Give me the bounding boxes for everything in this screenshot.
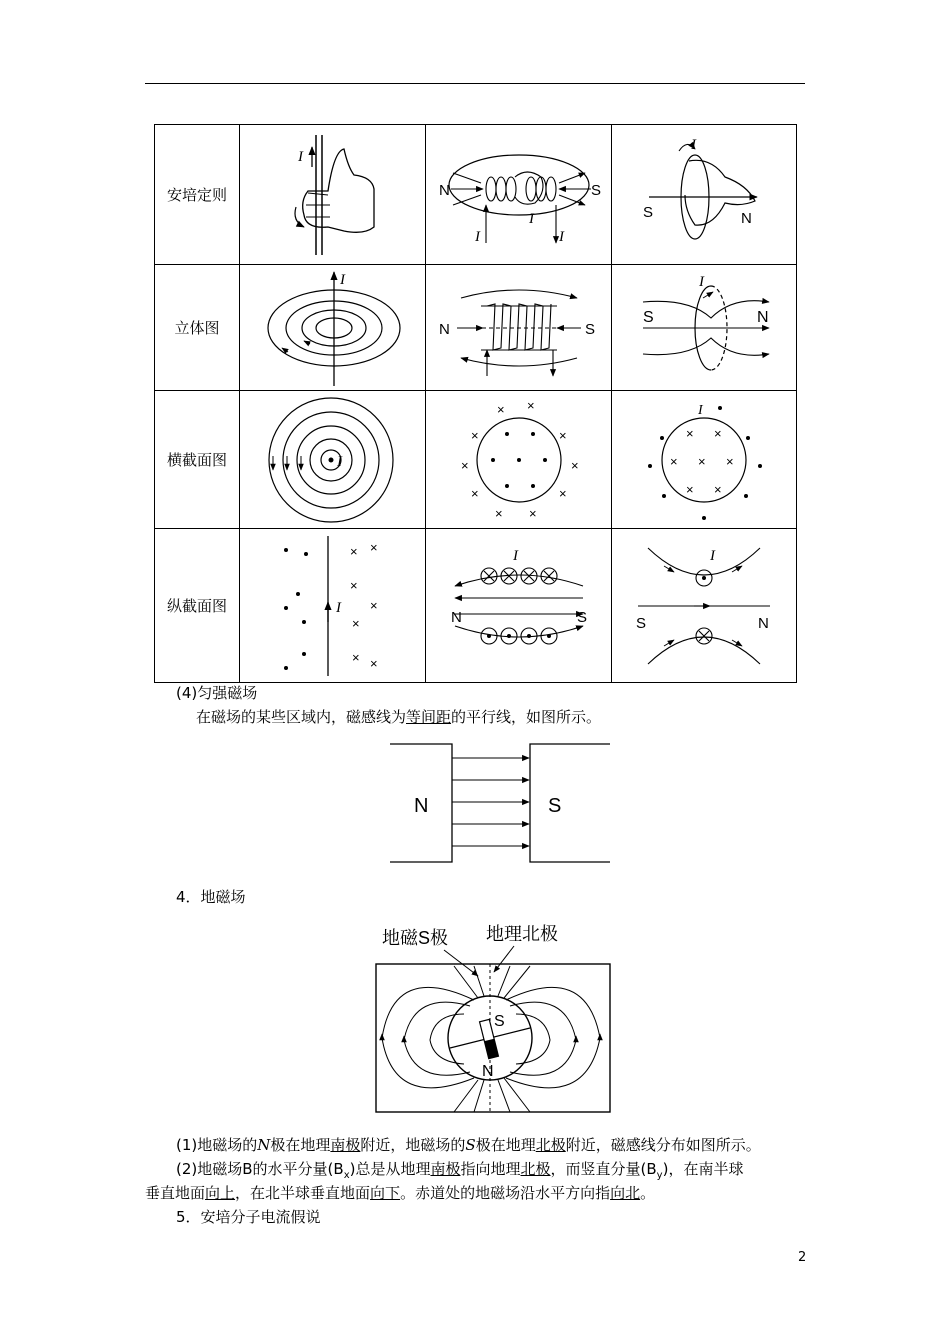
ring-current-cross-section-figure [612,391,797,529]
uniform-field-text: 在磁场的某些区域内，磁感线为等间距的平行线，如图所示。 [196,708,602,726]
svg-text:×: × [470,427,479,443]
svg-text:×: × [369,655,378,671]
header-rule [145,83,805,84]
svg-text:×: × [558,485,567,501]
svg-text:N: N [438,320,450,338]
svg-text:I: I [297,148,303,165]
svg-text:I: I [691,136,696,153]
geomagnetic-heading: 4．地磁场 [176,888,246,906]
svg-text:S: S [494,1013,505,1030]
solenoid-longitudinal-figure [426,529,612,683]
svg-text:S: S [584,320,595,338]
table-row [155,529,797,683]
svg-text:I: I [474,228,480,245]
geomagnetic-paragraph-1: (1)地磁场的N极在地理南极附近，地磁场的S极在地理北极附近，磁感线分布如图所示。 [176,1136,761,1154]
svg-text:I: I [336,453,342,470]
svg-text:I: I [335,599,341,616]
svg-text:×: × [714,481,722,497]
svg-text:×: × [351,649,360,665]
table-row [155,125,797,265]
svg-text:S: S [636,614,647,632]
svg-text:地磁S极: 地磁S极 [382,928,449,948]
geomagnetic-field-figure [374,910,614,1116]
svg-text:×: × [349,543,358,559]
straight-wire-3d-figure [240,265,426,391]
svg-text:I: I [558,228,564,245]
uniform-field-heading: (4)匀强磁场 [176,684,258,702]
svg-text:S: S [548,795,562,817]
svg-text:I: I [698,402,703,418]
svg-text:N: N [414,795,429,817]
svg-text:S: S [576,608,587,626]
svg-text:×: × [349,577,358,593]
svg-text:×: × [714,425,722,441]
svg-text:×: × [460,457,469,473]
solenoid-hand-figure [426,125,612,265]
svg-text:N: N [482,1063,494,1080]
ring-current-hand-figure [612,125,797,265]
geomagnetic-paragraph-2-line-1: (2)地磁场B的水平分量$(B_x)$总是从地理南极指向地理北极，而竖直分量$(B_y)$，在南半球 [176,1160,744,1181]
svg-text:N: N [741,209,752,227]
svg-text:×: × [698,453,706,469]
row-label: 安培定则 [155,125,240,265]
svg-text:×: × [494,505,503,521]
table-row [155,265,797,391]
svg-text:S: S [643,203,654,221]
svg-text:×: × [558,427,567,443]
svg-text:N: N [758,614,769,632]
svg-text:×: × [470,485,479,501]
row-label: 横截面图 [155,391,240,529]
svg-text:×: × [570,457,579,473]
svg-text:×: × [528,505,537,521]
svg-text:I: I [710,547,715,564]
solenoid-cross-section-figure [426,391,612,529]
svg-text:×: × [726,453,734,469]
svg-text:N: N [438,181,450,199]
row-label: 立体图 [155,265,240,391]
svg-text:×: × [686,425,694,441]
ring-current-3d-figure [612,265,797,391]
ampere-rule-table [154,124,797,683]
svg-text:I: I [339,271,345,288]
svg-text:I: I [528,210,534,227]
page-number: 2 [798,1250,807,1265]
svg-text:×: × [496,401,505,417]
straight-wire-hand-figure [240,125,426,265]
svg-text:地理北极: 地理北极 [486,924,558,944]
svg-text:×: × [686,481,694,497]
uniform-field-figure [388,740,612,866]
table-row [155,391,797,529]
svg-text:N: N [450,608,462,626]
svg-text:I: I [699,273,704,290]
row-label: 纵截面图 [155,529,240,683]
svg-text:N: N [757,308,769,326]
svg-text:×: × [369,597,378,613]
solenoid-3d-figure [426,265,612,391]
straight-wire-cross-section-figure [240,391,426,529]
svg-text:×: × [670,453,678,469]
svg-text:S: S [643,308,654,326]
svg-text:S: S [590,181,601,199]
svg-text:×: × [526,397,535,413]
section-5-heading: 5．安培分子电流假说 [176,1208,321,1226]
svg-text:×: × [351,615,360,631]
geomagnetic-paragraph-2-line-2: 垂直地面向上，在北半球垂直地面向下。赤道处的地磁场沿水平方向指向北。 [145,1184,656,1202]
ring-current-longitudinal-figure [612,529,797,683]
svg-text:I: I [512,547,518,564]
straight-wire-longitudinal-figure [240,529,426,683]
svg-text:×: × [369,539,378,555]
